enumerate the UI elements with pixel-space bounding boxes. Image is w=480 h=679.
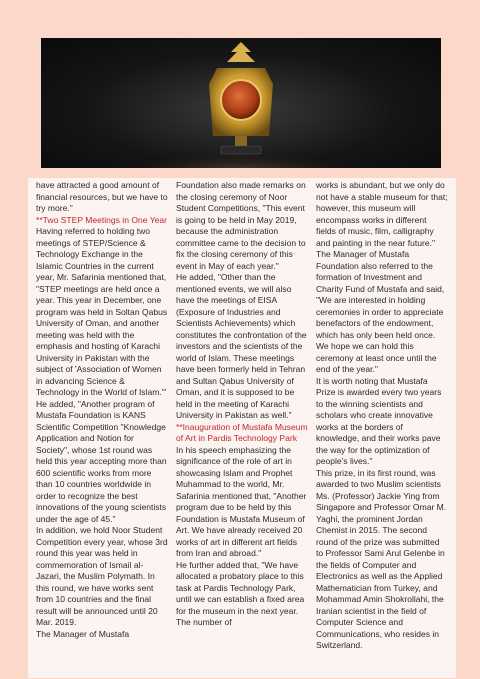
section-heading: **Two STEP Meetings in One Year [36, 214, 167, 225]
paragraph: In addition, we hold Noor Student Competition every year, whose 3rd round this year was held in commemoration of Ismail al-Jazari, the Muslim Polymath. In this round, we have works sent from 10 countries and the final result will be announced until 20 Mar. 2019. [36, 525, 168, 627]
article-body [28, 178, 456, 678]
paragraph: This prize, in its first round, was awarded to two Muslim scientists Ms. (Professor) Jackie Ying from Singapore and Professor Omar M. Yaghi, the prominent Jordan Chemist in 2015. The second round of the prize was submitted to Professor Sami Arul Gelenbe in the fields of Computer and Electronics as well as the Applied Mathematician from Turkey, and Mohammad Amin Shokrollahi, the Iranian scientist in the field of Computer Science and Communications, who resides in Switzerland. [316, 467, 447, 650]
paragraph: He further added that, "We have allocated a probatory place to this task at Pardis Technology Park, until we can establish a fixed area for the museum in the next year. The number of [176, 559, 305, 627]
column-1 [36, 180, 168, 640]
section-heading: **Inauguration of Mustafa Museum of Art in Pardis Technology Park [176, 421, 308, 443]
column-3 [316, 180, 448, 652]
paragraph: works is abundant, but we only do not have a stable museum for that; however, this museum will encompass works in different fields of music, film, calligraphy and painting in the near future." [316, 180, 448, 248]
mustafa-prize-medal-image [41, 38, 441, 168]
column-2 [176, 180, 308, 629]
paragraph: The Manager of Mustafa Foundation also referred to the formation of Investment and Charity Fund of Mustafa and said, "We are interested in holding ceremonies in order to appreciate benefactors of the endowment, which has only been held once. We hope we can hold this ceremony at least once until the end of the year." [316, 249, 445, 374]
paragraph: The Manager of Mustafa [36, 628, 130, 639]
paragraph: In his speech emphasizing the significance of the role of art in showcasing Islam and Prophet Muhammad to the world, Mr. Safarinia mentioned that, "Another program due to be held by this Foundation is Mustafa Museum of Art. We have already received 20 works of art in different art fields from Iran and abroad." [176, 444, 307, 558]
paragraph: have attracted a good amount of financial resources, but we have to try more." [36, 180, 168, 213]
paragraph: Foundation also made remarks on the closing ceremony of Noor Student Competitions, "This event is going to be held in May 2019, because the administration committee came to the decision to fix the closing ceremony of this event in May of each year." [176, 180, 306, 271]
header-photo [41, 38, 441, 168]
paragraph: It is worth noting that Mustafa Prize is awarded every two years to the winning scientists and scholars who create innovative works at the borders of knowledge, and their works pave the way for the optimization of people's lives." [316, 375, 442, 466]
paragraph: Having referred to holding two meetings of STEP/Science & Technology Exchange in the Islamic Countries in the current year, Mr. Safarinia mentioned that, "STEP meetings are held once a year. This year in December, one program was held in Soltan Qabus University of Oman, and another meeting was held with the emphasis and hosting of Karachi University in Pakistan with the subject of 'Association of Women in advancing Science & Technology in the World of Islam.'" [36, 226, 168, 397]
paragraph: He added, "Other than the mentioned events, we will also have the meetings of EISA (Exposure of Industries and Scientists Achievements) which constitutes the confrontation of the investors and the scientists of the world of Islam. These meetings have been formerly held in Tehran and Sultan Qabus University of Oman, and it is supposed to be held in the meeting of Karachi University in Pakistan as well." [176, 272, 307, 420]
paragraph: He added, "Another program of Mustafa Foundation is KANS Scientific Competition "Knowledge Application and Notion for Society", whose 1st round was held this year accepting more than 600 scientific works from more than 10 countries worldwide in order to recognize the best innovations of the young scientists under the age of 45." [36, 398, 167, 524]
